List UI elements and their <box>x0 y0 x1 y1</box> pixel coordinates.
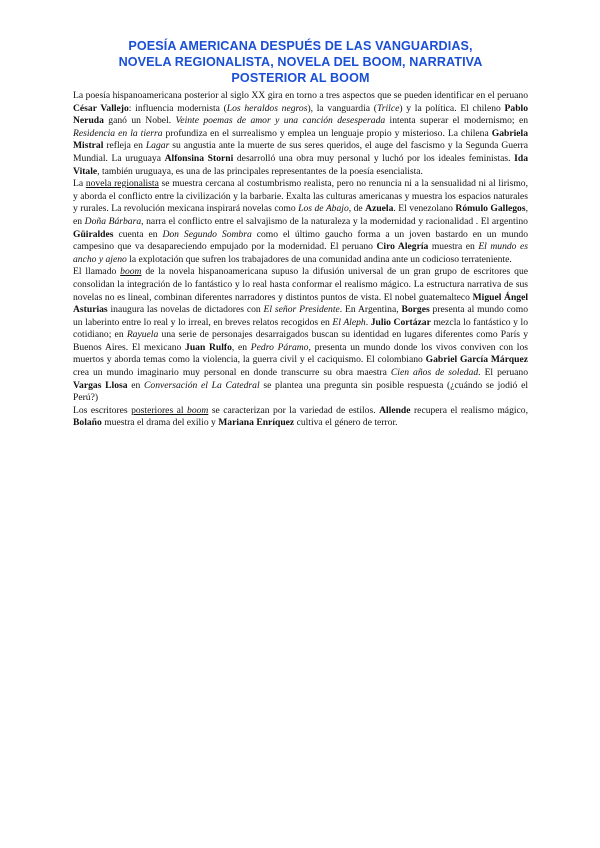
author-name: Gabriel García Márquez <box>425 354 528 366</box>
work-title: Rayuela <box>126 329 159 341</box>
work-title: Los de Abajo <box>298 203 349 215</box>
paragraph-poetry: La poesía hispanoamericana posterior al siglo XX gira en torno a tres aspectos que se pueden identificar en el peruano César Vallejo: influencia modernista (Los heraldos negros), la vanguardia (Trilce) y la política. El chileno Pablo Neruda ganó un Nobel. Veinte poemas de amor y una canción desesperada intenta superar el modernismo; en Residencia en la tierra profundiza en el surrealismo y emplea un lenguaje propio y misterioso. La chilena Gabriela Mistral refleja en Lagar su angustia ante la muerte de sus seres queridos, el auge del fascismo y la Segunda Guerra Mundial. La uruguaya Alfonsina Storni desarrolló una obra muy personal y luchó por los ideales feministas. Ida Vitale, también uruguaya, es una de las principales representantes de la poesía esencialista. <box>73 90 529 177</box>
document-title <box>73 38 528 86</box>
author-name: Mariana Enríquez <box>218 417 295 429</box>
author-name: Vargas Llosa <box>73 379 128 391</box>
author-name: Julio Cortázar <box>370 316 431 328</box>
work-title: Lagar <box>145 140 170 152</box>
section-term: boom <box>187 404 209 416</box>
author-name: Ciro Alegría <box>376 241 429 253</box>
author-name: Miguel Ángel Asturias <box>73 291 528 316</box>
author-name: Allende <box>379 404 411 416</box>
work-title: El señor Presidente <box>263 304 340 316</box>
author-name: Borges <box>401 304 430 316</box>
author-name: Alfonsina Storni <box>164 152 234 164</box>
author-name: Güiraldes <box>73 228 114 240</box>
paragraph-regionalist-novel: La novela regionalista se muestra cercana al costumbrismo realista, pero no renuncia ni a la sensualidad ni al lirismo, y aborda el conflicto entre la civilización y la barbarie. Exalta las culturas americanas y muestra los espacios naturales y rurales. La revolución mexicana inspirará novelas como Los de Abajo, de Azuela. El venezolano Rómulo Gallegos, en Doña Bárbara, narra el conflicto entre el salvajismo de la naturaleza y la modernidad y racionalidad . El argentino Güiraldes cuenta en Don Segundo Sombra como el último gaucho forma a un joven bastardo en un mundo campesino que va desapareciendo empujado por la modernidad. El peruano Ciro Alegría muestra en El mundo es ancho y ajeno la explotación que sufren los trabajadores de una comunidad andina ante un codicioso terrateniente. <box>73 178 528 265</box>
work-title: Los heraldos negros <box>226 102 308 114</box>
title-line-1: POESÍA AMERICANA DESPUÉS DE LAS VANGUARDIAS, <box>128 39 473 53</box>
author-name: Ida Vitale <box>73 152 528 177</box>
author-name: Juan Rulfo <box>185 341 232 353</box>
author-name: César Vallejo <box>73 102 129 114</box>
work-title: Residencia en la tierra <box>73 127 163 139</box>
section-term: posteriores al <box>131 404 188 416</box>
author-name: Gabriela Mistral <box>73 127 528 152</box>
work-title: El Aleph <box>332 316 366 328</box>
work-title: Cien años de soledad <box>390 367 479 379</box>
work-title: Veinte poemas de amor y una canción desesperada <box>175 115 386 127</box>
work-title: Doña Bárbara <box>84 215 142 227</box>
author-name: Rómulo Gallegos <box>455 203 526 215</box>
paragraph-post-boom: Los escritores posteriores al boom se caracterizan por la variedad de estilos. Allende recupera el realismo mágico, Bolaño muestra el drama del exilio y Mariana Enríquez cultiva el género de terror. <box>73 404 528 429</box>
title-line-2: NOVELA REGIONALISTA, NOVELA DEL BOOM, NARRATIVA <box>118 55 483 69</box>
section-term: boom <box>120 266 142 278</box>
work-title: El mundo es ancho y ajeno <box>73 241 528 265</box>
author-name: Azuela <box>365 203 394 215</box>
work-title: Conversación el La Catedral <box>144 379 260 391</box>
paragraph-boom: El llamado boom de la novela hispanoamericana supuso la difusión universal de un gran grupo de escritores que consolidan la integración de lo fantástico y lo real hasta conformar el realismo mágico. La estructura narrativa de sus novelas no es lineal, combinan diferentes narradores y distintos puntos de vista. El nobel guatemalteco Miguel Ángel Asturias inaugura las novelas de dictadores con El señor Presidente. En Argentina, Borges presenta al mundo como un laberinto entre lo real y lo irreal, en breves relatos recogidos en El Aleph. Julio Cortázar mezcla lo fantástico y lo cotidiano; en Rayuela una serie de personajes desarraigados buscan su identidad en lugares diferentes como París y Buenos Aires. El mexicano Juan Rulfo, en Pedro Páramo, presenta un mundo donde los vivos conviven con los muertos y aborda temas como la violencia, la guerra civil y el caciquismo. El colombiano Gabriel García Márquez crea un mundo imaginario muy personal en donde transcurre su obra maestra Cien años de soledad. El peruano Vargas Llosa en Conversación el La Catedral se plantea una pregunta sin posible respuesta (¿cuándo se jodió el Perú?) <box>73 266 529 404</box>
title-line-3: POSTERIOR AL BOOM <box>231 71 370 85</box>
author-name: Pablo Neruda <box>73 102 528 127</box>
author-name: Bolaño <box>73 417 102 429</box>
work-title: Don Segundo Sombra <box>162 228 252 240</box>
work-title: Pedro Páramo <box>250 341 309 353</box>
work-title: Trilce <box>376 102 400 114</box>
section-term: novela regionalista <box>85 178 159 190</box>
